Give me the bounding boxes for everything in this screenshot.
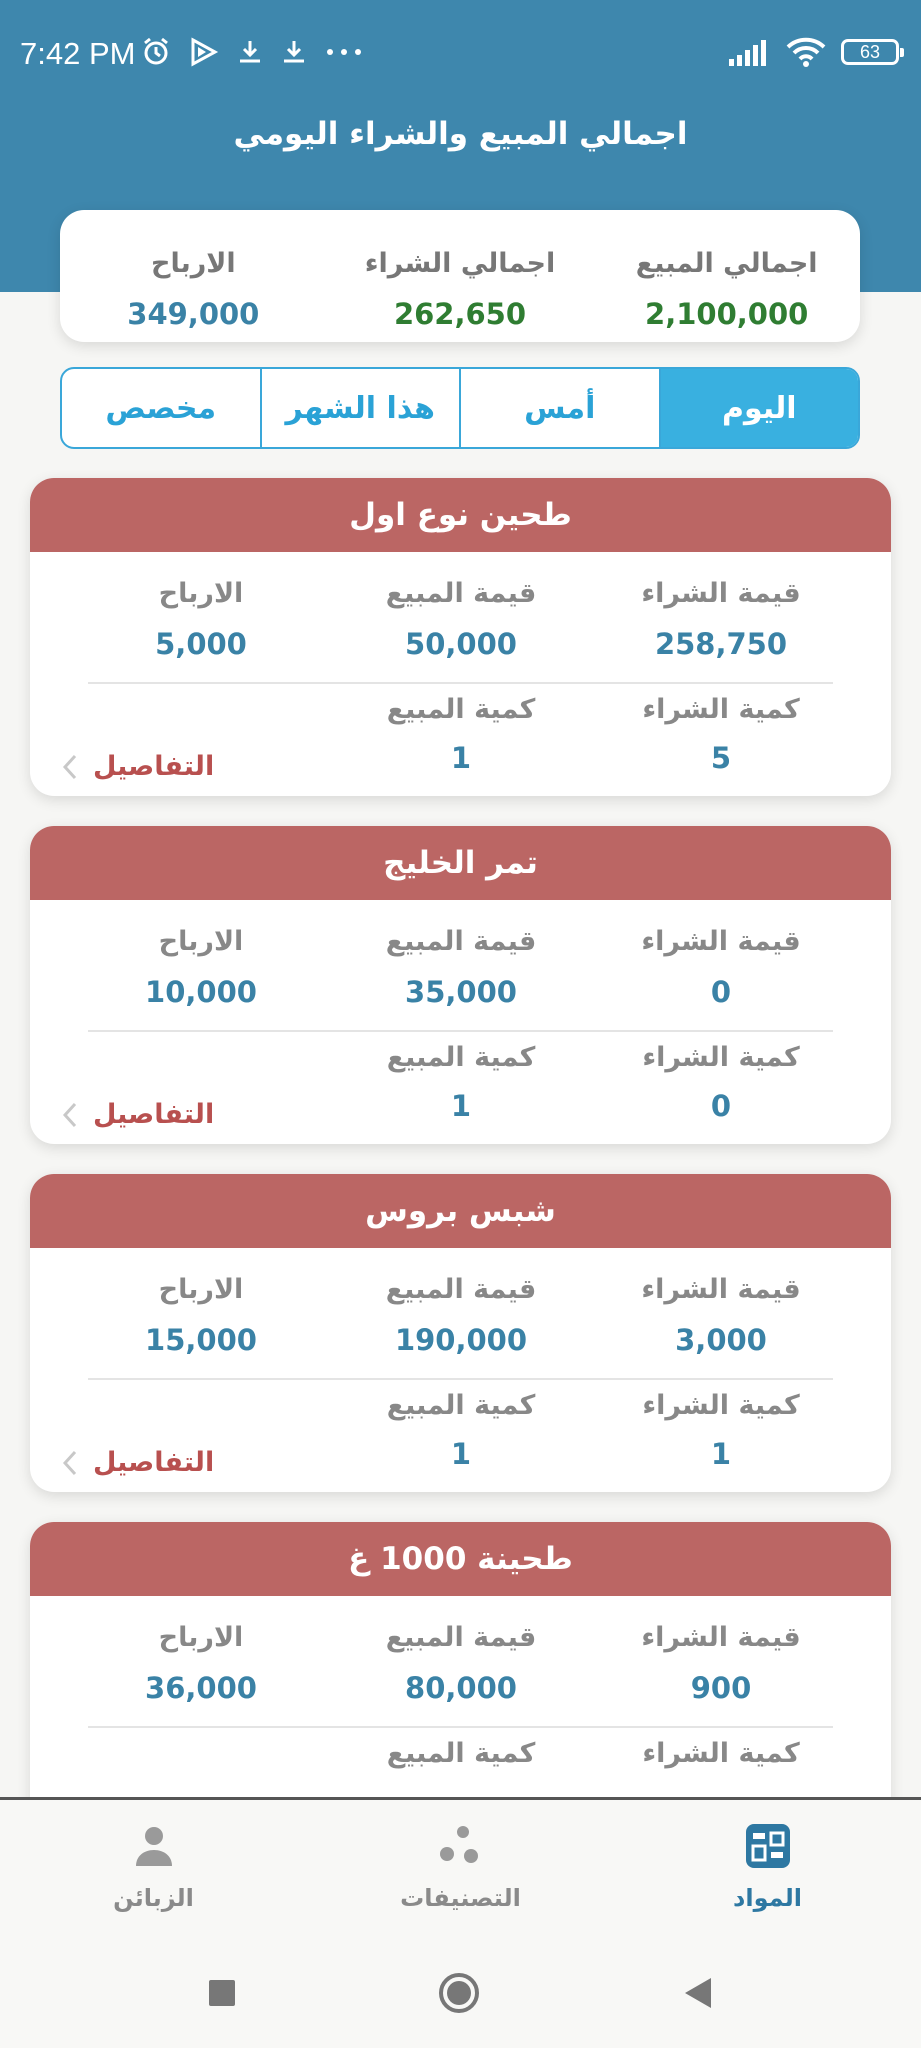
tab-this-month[interactable]: هذا الشهر <box>260 369 460 447</box>
purchase-value-label: قيمة الشراء <box>641 1274 801 1305</box>
product-card <box>30 478 891 796</box>
purchase-qty: 1 <box>710 1437 732 1471</box>
product-name: طحين نوع اول <box>30 478 891 552</box>
sale-qty-cell <box>331 1032 591 1144</box>
product-card <box>30 1522 891 1840</box>
download-icon <box>280 38 308 66</box>
details-link[interactable] <box>61 751 214 782</box>
product-name: شبس بروس <box>30 1174 891 1248</box>
sale-value-cell <box>331 552 591 682</box>
profit-cell <box>71 900 331 1030</box>
summary-profit-label: الارباح <box>151 248 236 279</box>
battery-icon: 63 <box>841 39 899 65</box>
purchase-qty: 5 <box>710 741 732 775</box>
product-card <box>30 1174 891 1492</box>
nav-categories[interactable] <box>307 1800 614 1937</box>
nav-categories-label: التصنيفات <box>400 1884 521 1912</box>
purchase-qty-label: كمية الشراء <box>642 1390 800 1421</box>
summary-total-purchase-value: 262,650 <box>393 297 527 331</box>
play-icon <box>188 36 220 68</box>
profit-value: 15,000 <box>145 1323 257 1357</box>
profit-value: 5,000 <box>155 627 247 661</box>
nav-materials-label: المواد <box>733 1884 802 1912</box>
purchase-qty: 0 <box>710 1089 732 1123</box>
purchase-value: 900 <box>690 1671 752 1705</box>
page-title: اجمالي المبيع والشراء اليومي <box>233 116 688 152</box>
details-link-area <box>71 684 331 796</box>
nav-customers-label: الزبائن <box>113 1884 194 1912</box>
chevron-left-icon <box>61 1449 79 1477</box>
sale-value-cell <box>331 1596 591 1726</box>
alarm-icon <box>140 36 172 68</box>
more-icon <box>324 38 364 66</box>
sale-qty-label: كمية المبيع <box>386 694 536 725</box>
wifi-icon <box>785 36 827 68</box>
profit-label: الارباح <box>158 926 244 957</box>
purchase-value-cell <box>591 1248 851 1378</box>
download-icon <box>236 38 264 66</box>
product-name: تمر الخليج <box>30 826 891 900</box>
product-card <box>30 826 891 1144</box>
purchase-qty-label: كمية الشراء <box>642 1042 800 1073</box>
purchase-value-label: قيمة الشراء <box>641 926 801 957</box>
purchase-qty-cell <box>591 1032 851 1144</box>
status-time: 7:42 PM <box>20 36 136 71</box>
sale-qty-cell <box>331 1380 591 1492</box>
bottom-navigation <box>0 1797 921 1937</box>
sale-value: 50,000 <box>405 627 517 661</box>
status-icons-left <box>140 36 364 68</box>
details-link[interactable] <box>61 1447 214 1478</box>
profit-label: الارباح <box>158 1622 244 1653</box>
purchase-value-label: قيمة الشراء <box>641 1622 801 1653</box>
chevron-left-icon <box>61 753 79 781</box>
materials-icon <box>744 1822 792 1870</box>
categories-icon <box>437 1822 485 1870</box>
details-label: التفاصيل <box>93 751 215 782</box>
recents-icon[interactable] <box>207 1978 237 2008</box>
profit-value: 10,000 <box>145 975 257 1009</box>
sale-qty: 1 <box>450 1437 472 1471</box>
system-navigation-bar <box>0 1937 921 2048</box>
sale-qty-label: كمية المبيع <box>386 1738 536 1769</box>
sale-value: 80,000 <box>405 1671 517 1705</box>
purchase-qty-label: كمية الشراء <box>642 694 800 725</box>
status-icons-right <box>727 36 899 68</box>
details-link-area <box>71 1380 331 1492</box>
summary-total-purchase-label: اجمالي الشراء <box>364 248 556 279</box>
sale-qty: 1 <box>450 1089 472 1123</box>
sale-qty-label: كمية المبيع <box>386 1042 536 1073</box>
profit-value: 36,000 <box>145 1671 257 1705</box>
sale-value-label: قيمة المبيع <box>385 1274 537 1305</box>
details-label: التفاصيل <box>93 1447 215 1478</box>
sale-value-cell <box>331 1248 591 1378</box>
sale-value-label: قيمة المبيع <box>385 578 537 609</box>
details-link-area <box>71 1032 331 1144</box>
chevron-left-icon <box>61 1101 79 1129</box>
purchase-qty-label: كمية الشراء <box>642 1738 800 1769</box>
profit-cell <box>71 552 331 682</box>
summary-profit-value: 349,000 <box>127 297 260 331</box>
tab-custom[interactable]: مخصص <box>105 390 217 426</box>
sale-value-label: قيمة المبيع <box>385 926 537 957</box>
purchase-value-cell <box>591 552 851 682</box>
purchase-value-cell <box>591 900 851 1030</box>
nav-materials[interactable] <box>614 1800 921 1937</box>
back-icon[interactable] <box>681 1975 715 2011</box>
status-bar <box>0 0 921 110</box>
sale-value-cell <box>331 900 591 1030</box>
summary-card <box>60 210 860 342</box>
product-name: طحينة 1000 غ <box>30 1522 891 1596</box>
purchase-value: 258,750 <box>654 627 788 661</box>
summary-total-sales-value: 2,100,000 <box>645 297 809 331</box>
sale-qty: 1 <box>450 741 472 775</box>
sale-value: 190,000 <box>394 1323 528 1357</box>
tab-today[interactable]: اليوم <box>659 369 859 447</box>
purchase-qty-cell <box>591 684 851 796</box>
purchase-value-label: قيمة الشراء <box>641 578 801 609</box>
customers-icon <box>130 1822 178 1870</box>
profit-cell <box>71 1248 331 1378</box>
purchase-value: 3,000 <box>675 1323 767 1357</box>
sale-qty-cell <box>331 684 591 796</box>
purchase-value-cell <box>591 1596 851 1726</box>
details-link[interactable] <box>61 1099 214 1130</box>
tab-yesterday[interactable]: أمس <box>459 369 659 447</box>
profit-label: الارباح <box>158 578 244 609</box>
home-icon[interactable] <box>437 1971 481 2015</box>
period-tabs <box>60 367 860 449</box>
purchase-value: 0 <box>710 975 732 1009</box>
purchase-qty-cell <box>591 1380 851 1492</box>
sale-qty-label: كمية المبيع <box>386 1390 536 1421</box>
sale-value: 35,000 <box>405 975 517 1009</box>
summary-total-sales-label: اجمالي المبيع <box>635 248 818 279</box>
profit-cell <box>71 1596 331 1726</box>
summary-profit <box>60 210 327 342</box>
signal-icon <box>727 37 771 67</box>
summary-total-sales <box>593 210 860 342</box>
profit-label: الارباح <box>158 1274 244 1305</box>
nav-customers[interactable] <box>0 1800 307 1937</box>
summary-total-purchase <box>327 210 594 342</box>
details-label: التفاصيل <box>93 1099 215 1130</box>
sale-value-label: قيمة المبيع <box>385 1622 537 1653</box>
